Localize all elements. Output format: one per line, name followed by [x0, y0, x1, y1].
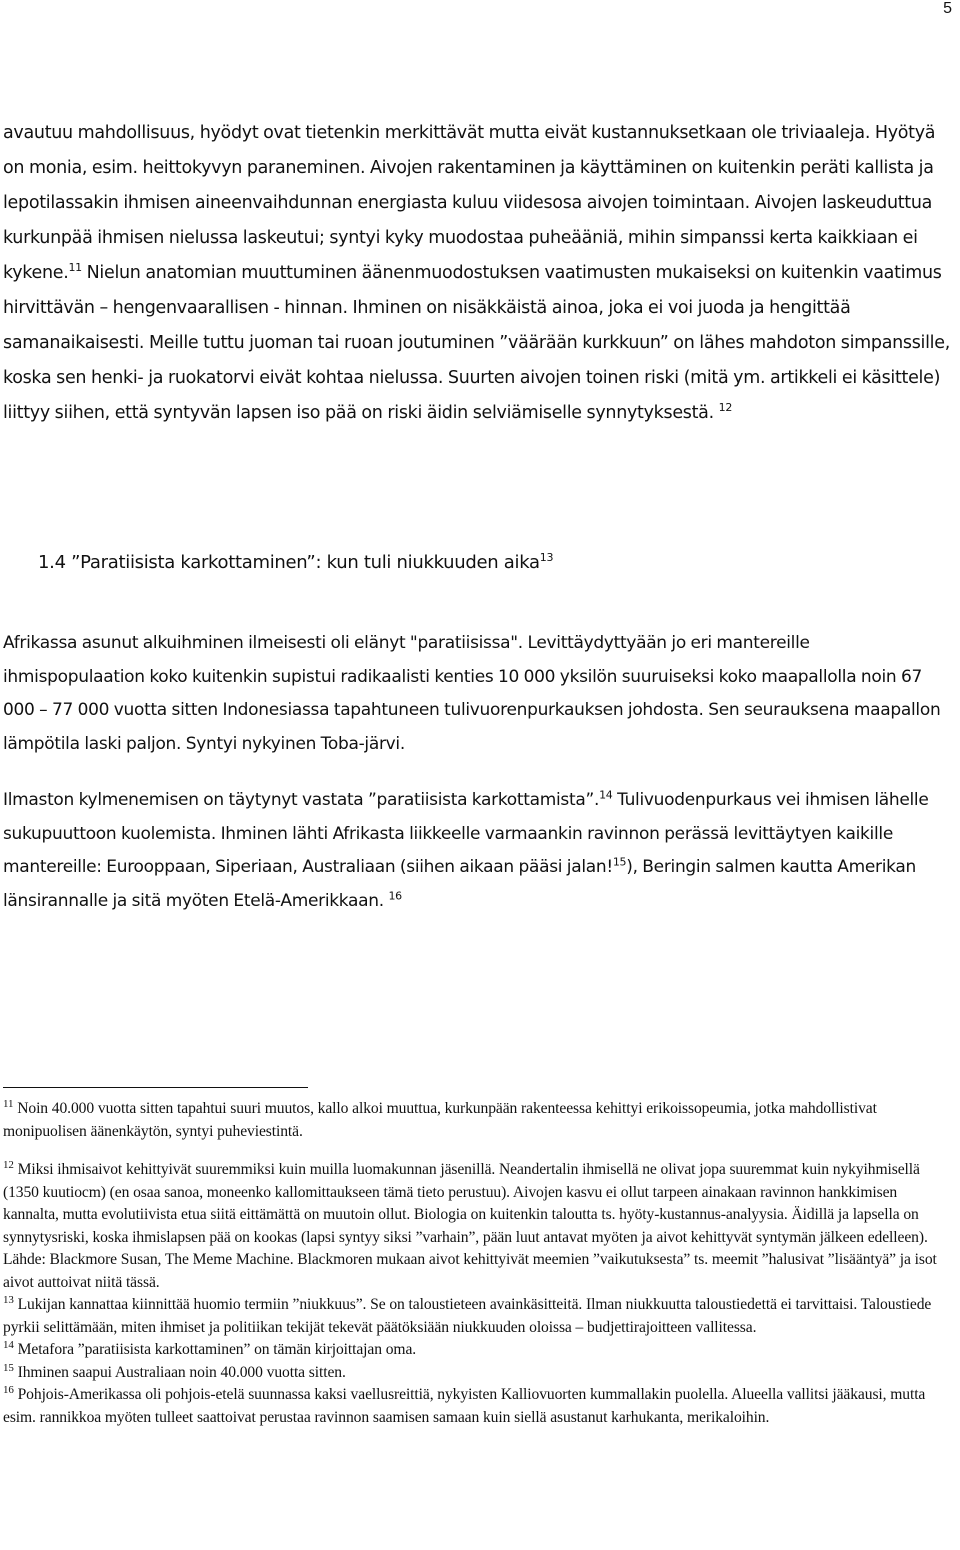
- footnote-text: Noin 40.000 vuotta sitten tapahtui suuri muutos, kallo alkoi muuttua, kurkunpään rakenteessa kehittyi erikoissopeumia, jotka mahdollistivat monipuolisen äänenkäytön, syntyi puheviestintä.: [3, 1100, 877, 1140]
- footnote-number: 13: [3, 1293, 14, 1306]
- footnote-ref-12[interactable]: 12: [718, 400, 733, 414]
- paragraph-text: Afrikassa asunut alkuihminen ilmeisesti oli elänyt "paratiisissa". Levittäydyttyään jo eri mantereille ihmispopulaation koko kuitenkin supistui radikaalisti kenties 10 000 yksilön suuruiseksi koko maapallolla noin 67 000 – 77 000 vuotta sitten Indonesiassa tapahtuneen tulivuorenpurkauksen johdosta. Sen seurauksena maapallon lämpötila laski paljon. Syntyi nykyinen Toba-järvi.: [3, 633, 941, 754]
- footnote-text: Ihminen saapui Australiaan noin 40.000 vuotta sitten.: [13, 1363, 346, 1381]
- section-heading-text: 1.4 ”Paratiisista karkottaminen”: kun tuli niukkuuden aika: [38, 552, 540, 573]
- footnote-15: [3, 1362, 955, 1385]
- footnote-ref-15[interactable]: 15: [612, 855, 627, 869]
- footnote-12: [3, 1159, 955, 1294]
- footnote-ref-14[interactable]: 14: [599, 788, 613, 802]
- paragraph-text: avautuu mahdollisuus, hyödyt ovat tietenkin merkittävät mutta eivät kustannuksetkaan ole triviaaleja. Hyötyä on monia, esim. heittokyvyn paraneminen. Aivojen rakentaminen ja käyttäminen on kuitenkin peräti kallista ja lepotilassakin ihmisen aineenvaihdunnan energiasta kuluu viidesosa aivojen toimintaan. Aivojen laskeuduttua kurkunpää ihmisen nielussa laskeutui; syntyi kyky muodostaa puheääniä, mihin simpanssi kerta kaikkiaan ei kykene.: [3, 122, 936, 283]
- footnote-number: 15: [3, 1361, 14, 1374]
- footnotes: [3, 1098, 955, 1429]
- footnote-number: 12: [3, 1158, 14, 1171]
- section-heading: [38, 545, 553, 581]
- paragraph-text: Ilmaston kylmenemisen on täytynyt vastata ”paratiisista karkottamista”.: [3, 790, 600, 810]
- footnote-text: Lukijan kannattaa kiinnittää huomio termiin ”niukkuus”. Se on taloustieteen avainkäsitteitä. Ilman niukkuutta taloustiedettä ei tarvittaisi. Taloustiede pyrkii selittämään, miten ihmiset ja politiikan tekijät tekevät päätöksiään niukkuuden oloissa – budjettirajoitteen vallitessa.: [3, 1296, 932, 1336]
- body-paragraph-3: [3, 784, 953, 918]
- body-paragraph-2: [3, 627, 953, 761]
- footnote-14: [3, 1339, 955, 1362]
- footnote-text: Metafora ”paratiisista karkottaminen” on tämän kirjoittajan oma.: [13, 1341, 417, 1358]
- footnote-text: Pohjois-Amerikassa oli pohjois-etelä suunnassa kaksi vaellusreittiä, nykyisten Kalliovuorten kummallakin puolella. Alueella vallitsi jääkausi, mutta esim. rannikkoa myöten tulleet saattoivat perustaa ravinnon saamisen samaan kuin siellä asustanut karhukanta, merikaloihin.: [3, 1386, 926, 1426]
- footnote-ref-16[interactable]: 16: [388, 888, 402, 902]
- paragraph-text: Tulivuodenpurkaus vei ihmisen lähelle sukupuuttoon kuolemista. Ihminen lähti Afrikasta liikkeelle varmaankin ravinnon perässä levittäytyen kaikille mantereille: Eurooppaan, Siperiaan, Australiaan (siihen aikaan pääsi jalan!: [3, 790, 929, 877]
- footnote-number: 14: [3, 1338, 14, 1351]
- paragraph-text: Nielun anatomian muuttuminen äänenmuodostuksen vaatimusten mukaiseksi on kuitenkin vaatimus hirvittävän – hengenvaarallisen - hinnan. Ihminen on nisäkkäistä ainoa, joka ei voi juoda ja hengittää samanaikaisesti. Meille tuttu juoman tai ruoan joutuminen ”väärään kurkkuun” on lähes mahdoton simpanssille, koska sen henki- ja ruokatorvi eivät kohtaa nielussa. Suurten aivojen toinen riski (mitä ym. artikkeli ei käsittele) liittyy siihen, että syntyvän lapsen iso pää on riski äidin selviämiselle synnytyksestä.: [3, 262, 950, 423]
- footnote-number: 11: [3, 1097, 14, 1110]
- footnote-number: 16: [3, 1383, 14, 1396]
- footnote-text: Miksi ihmisaivot kehittyivät suuremmiksi kuin muilla luomakunnan jäsenillä. Neandertalin ihmisellä ne olivat jopa suuremmat kuin nykyihmisellä (1350 kuutiocm) (en osaa sanoa, moneenko kallomittaukseen tämä tieto perustuu). Aivojen kasvu ei ollut tarpeen ainakaan ravinnon hankkimisen kannalta, mutta evolutiivista etua siitä eittämättä on muutoin ollut. Biologia on kuitenkin taloutta ts. hyöty-kustannus-analyysia. Äidillä ja lapsella on synnytysriski, koska ihmislapsen pää on kookas (lapsi syntyy siksi ”varhain”, pään luut antavat myöten ja aivot kehittyvät syntymän jälkeen edelleen). Lähde: Blackmore Susan, The Meme Machine. Blackmoren mukaan aivot kehittyivät meemien ”vaikutuksesta” ts. meemit ”halusivat ”lisääntyä” ja isot aivot auttoivat niitä tässä.: [3, 1161, 937, 1291]
- footnote-13: [3, 1294, 955, 1339]
- footnote-divider: [3, 1087, 308, 1088]
- footnote-11: [3, 1098, 955, 1143]
- footnote-ref-11[interactable]: 11: [68, 260, 82, 274]
- footnote-16: [3, 1384, 955, 1429]
- paragraph-text: ), Beringin salmen kautta Amerikan länsirannalle ja sitä myöten Etelä-Amerikkaan.: [3, 857, 916, 911]
- footnote-ref-13[interactable]: 13: [539, 551, 554, 564]
- body-paragraph-1: [3, 116, 953, 431]
- page-number: 5: [943, 0, 952, 17]
